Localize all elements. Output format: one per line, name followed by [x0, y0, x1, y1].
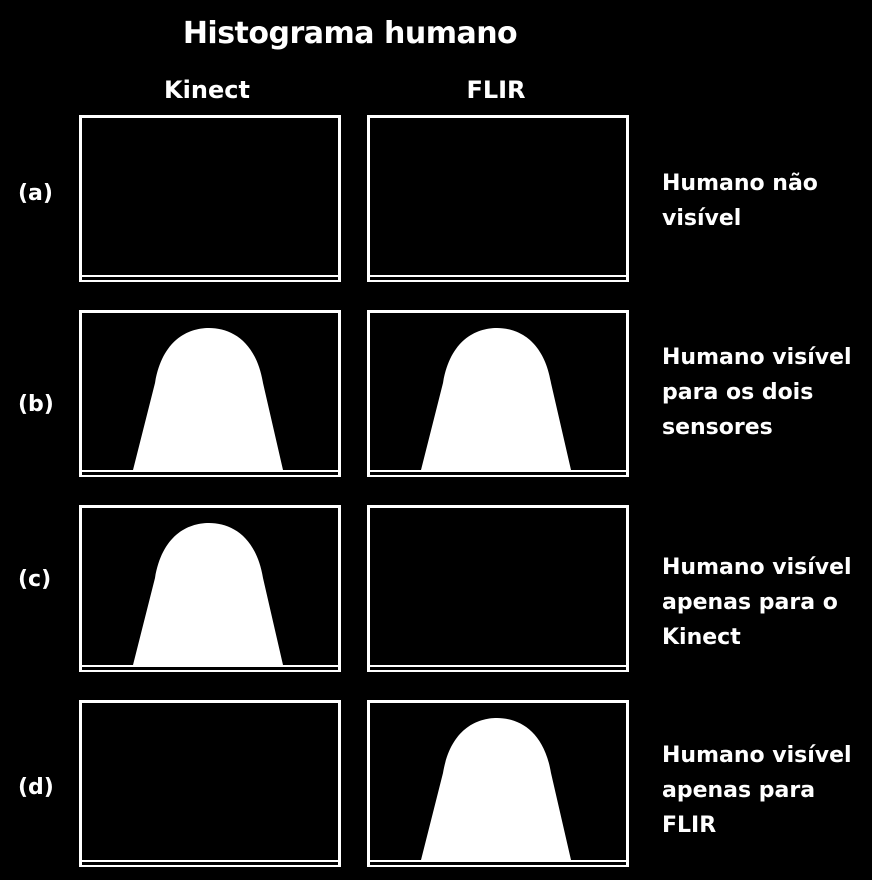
row-description-d: Humano visível apenas para FLIR [662, 743, 852, 838]
histogram-panel-kinect-d [79, 700, 341, 867]
human-histogram-shape [370, 703, 626, 867]
human-histogram-shape [82, 508, 338, 672]
human-histogram-bell [133, 523, 283, 665]
row-label-b: (b) [18, 392, 54, 417]
histogram-panel-kinect-c [79, 505, 341, 672]
row-label-a: (a) [18, 181, 53, 206]
human-histogram-bell [421, 328, 571, 470]
human-histogram-shape [82, 313, 338, 477]
row-description-a: Humano não visível [662, 171, 818, 231]
row-description-b: Humano visível para os dois sensores [662, 345, 852, 440]
diagram-title: Histograma humano [182, 16, 518, 51]
human-histogram-bell [421, 718, 571, 860]
row-label-d: (d) [18, 775, 54, 800]
histogram-panel-kinect-b [79, 310, 341, 477]
histogram-panel-flir-d [367, 700, 629, 867]
row-label-c: (c) [18, 567, 52, 592]
histogram-panel-kinect-a [79, 115, 341, 282]
column-header-flir: FLIR [466, 76, 526, 104]
row-description-c: Humano visível apenas para o Kinect [662, 555, 852, 650]
column-header-kinect: Kinect [164, 76, 250, 104]
human-histogram-shape [370, 313, 626, 477]
histogram-panel-flir-a [367, 115, 629, 282]
histogram-panel-flir-c [367, 505, 629, 672]
histogram-panel-flir-b [367, 310, 629, 477]
human-histogram-bell [133, 328, 283, 470]
